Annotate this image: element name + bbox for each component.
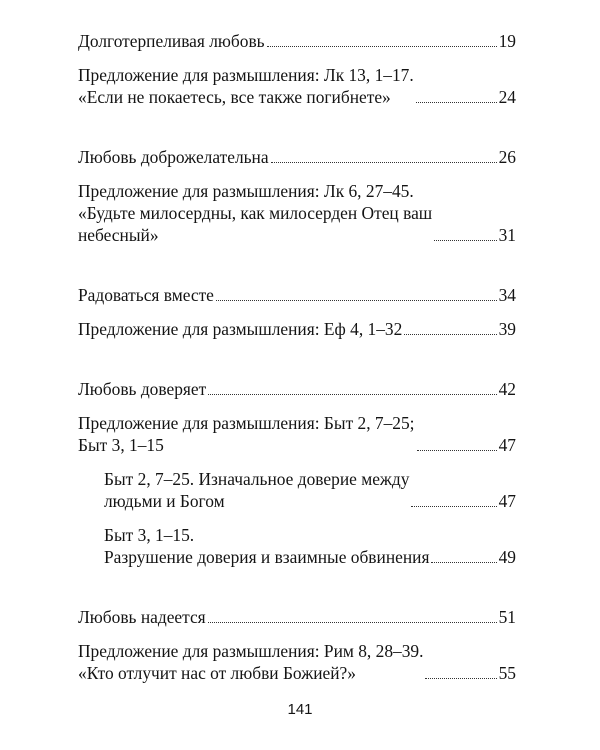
toc-page-number: 51 [498, 607, 516, 627]
toc-entry-title: небесный» [78, 225, 159, 245]
dot-leader [271, 162, 497, 163]
toc-subentry [104, 468, 516, 512]
toc-entry-title: Любовь доверяет [78, 379, 207, 399]
toc-page-number: 49 [498, 547, 516, 567]
toc-entry-title: «Кто отлучит нас от любви Божией?» [78, 663, 356, 683]
dot-leader [416, 102, 497, 103]
toc-entry [78, 318, 516, 340]
toc-page-number: 47 [498, 435, 516, 455]
toc-entry-title: Предложение для размышления: Рим 8, 28–39. [78, 641, 424, 661]
dot-leader [404, 334, 496, 335]
dot-leader [431, 562, 496, 563]
dot-leader [434, 240, 496, 241]
toc-entry-title: Предложение для размышления: Лк 6, 27–45. [78, 181, 414, 201]
toc-page-number: 47 [498, 491, 516, 511]
toc-entry-title: Любовь доброжелательна [78, 147, 269, 167]
dot-leader [411, 506, 496, 507]
dot-leader [417, 450, 497, 451]
toc-entry [78, 146, 516, 168]
toc-entry-title: Быт 3, 1–15. [104, 525, 195, 545]
toc-subentry [104, 524, 516, 568]
dot-leader [208, 394, 496, 395]
toc-page-number: 39 [498, 319, 516, 339]
toc-entry-title: Долготерпеливая любовь [78, 31, 265, 51]
toc-entry-title: Разрушение доверия и взаимные обвинения [104, 547, 430, 567]
toc-entry [78, 606, 516, 628]
toc-entry [78, 284, 516, 306]
dot-leader [216, 300, 497, 301]
dot-leader [267, 46, 497, 47]
toc-entry-title: «Будьте милосердны, как милосерден Отец ваш [78, 203, 433, 223]
toc-entry-title: «Если не покаетесь, все также погибнете» [78, 87, 391, 107]
toc-page-number: 31 [498, 225, 516, 245]
toc-page-number: 34 [498, 285, 516, 305]
toc-entry-title: Предложение для размышления: Лк 13, 1–17. [78, 65, 414, 85]
toc-entry-title: Радоваться вместе [78, 285, 214, 305]
toc-page-number: 24 [498, 87, 516, 107]
toc-entry [78, 412, 516, 456]
toc-page-number: 26 [498, 147, 516, 167]
toc-entry [78, 180, 516, 246]
toc-entry-title: людьми и Богом [104, 491, 225, 511]
toc-page-number: 19 [498, 31, 516, 51]
dot-leader [208, 622, 497, 623]
toc-entry [78, 640, 516, 684]
toc-entry-title: Любовь надеется [78, 607, 206, 627]
table-of-contents [78, 30, 516, 684]
toc-entry-title: Быт 2, 7–25. Изначальное доверие между [104, 469, 410, 489]
toc-entry-title: Предложение для размышления: Быт 2, 7–25; [78, 413, 415, 433]
toc-entry [78, 30, 516, 52]
page-number: 141 [287, 701, 313, 718]
toc-page-number: 55 [498, 663, 516, 683]
toc-entry-title: Предложение для размышления: Еф 4, 1–32 [78, 319, 403, 339]
toc-entry [78, 64, 516, 108]
dot-leader [425, 678, 496, 679]
toc-entry-title: Быт 3, 1–15 [78, 435, 164, 455]
toc-page-number: 42 [498, 379, 516, 399]
toc-entry [78, 378, 516, 400]
